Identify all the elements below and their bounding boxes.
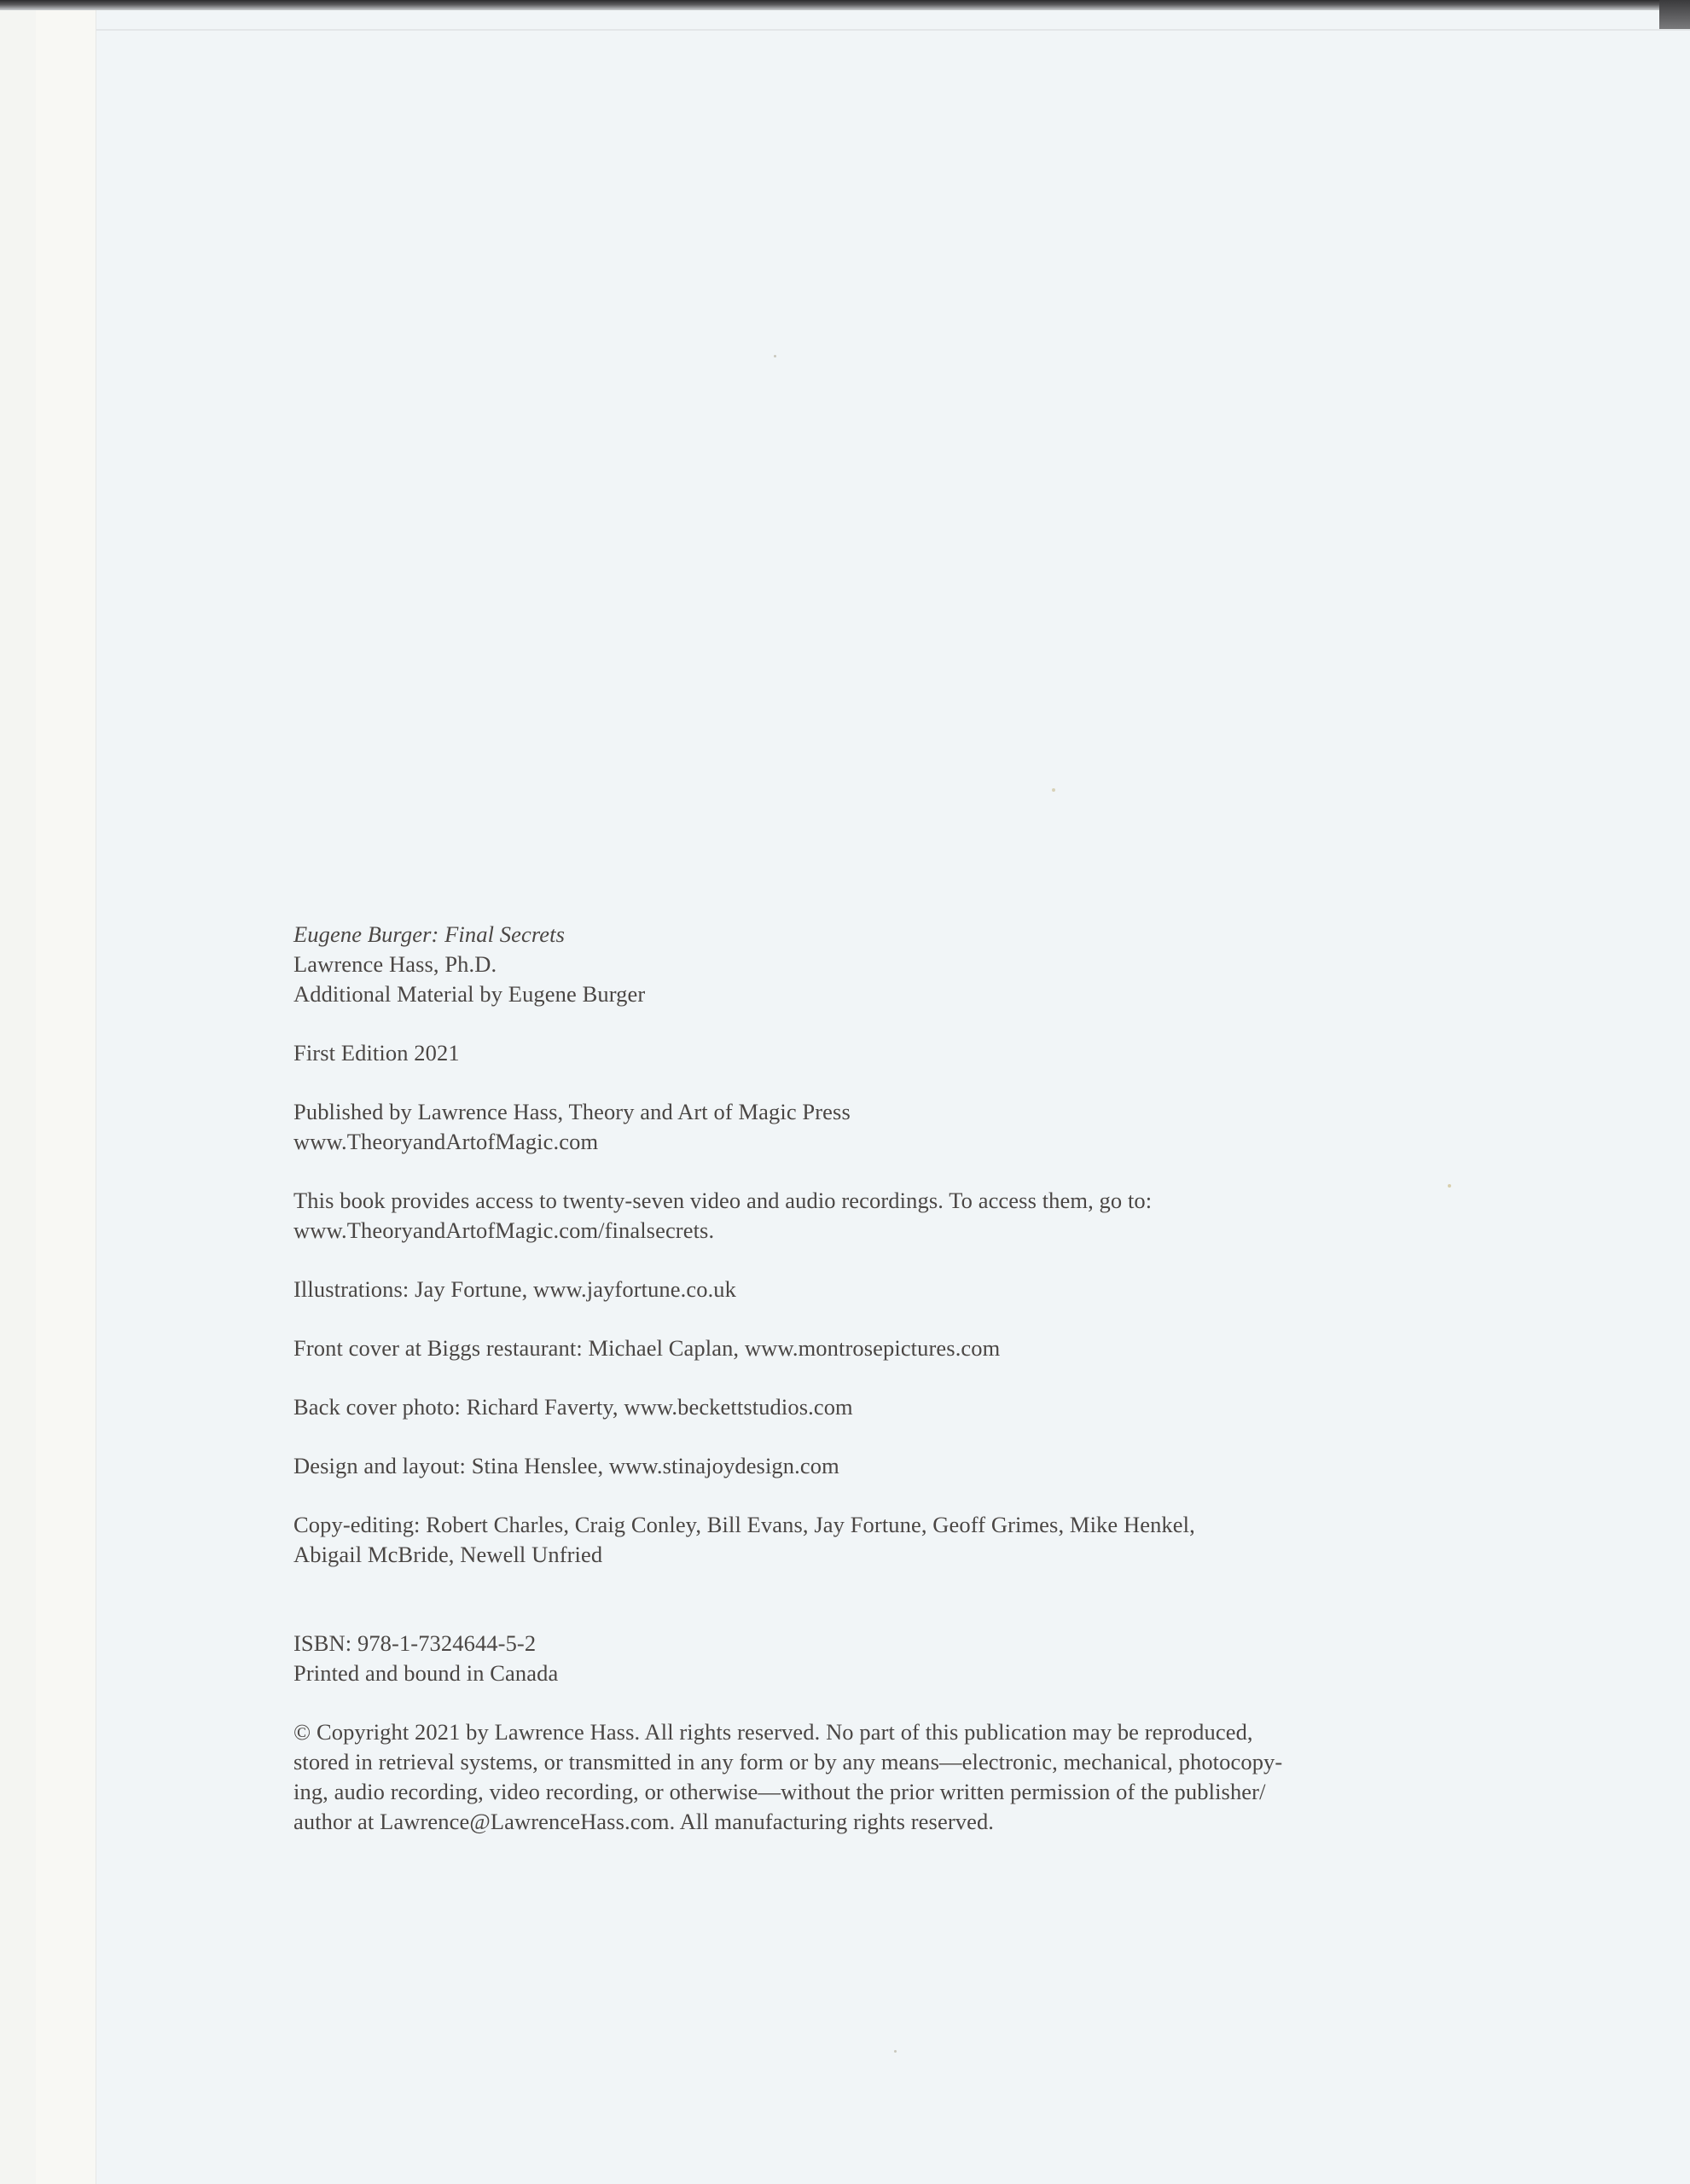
back-cover-credit: Back cover photo: Richard Faverty, www.beckettstudios.com	[293, 1394, 853, 1420]
copyright-line: author at Lawrence@LawrenceHass.com. All manufacturing rights reserved.	[293, 1809, 995, 1834]
illustrations-block	[293, 1275, 1437, 1304]
back-cover-block	[293, 1392, 1437, 1422]
printed-line: Printed and bound in Canada	[293, 1660, 559, 1686]
access-block	[293, 1186, 1437, 1246]
publisher-url: www.TheoryandArtofMagic.com	[293, 1129, 599, 1154]
paper-speck	[1448, 1184, 1451, 1188]
paper-speck	[1052, 788, 1055, 792]
copyright-line: ing, audio recording, video recording, or otherwise—without the prior written permission of the publisher/	[293, 1779, 1266, 1804]
isbn-block	[293, 1629, 1437, 1688]
copyright-notice	[293, 1717, 1437, 1837]
paper-speck	[894, 2050, 897, 2053]
copyright-page-text	[293, 920, 1437, 1866]
illustrations-credit: Illustrations: Jay Fortune, www.jayfortune.co.uk	[293, 1276, 737, 1302]
design-credit: Design and layout: Stina Henslee, www.stinajoydesign.com	[293, 1453, 839, 1478]
page-gutter	[36, 10, 96, 2184]
author-line: Lawrence Hass, Ph.D.	[293, 951, 497, 977]
book-title: Eugene Burger: Final Secrets	[293, 921, 566, 947]
scan-left-margin	[0, 10, 36, 2184]
copyediting-credit-line-2: Abigail McBride, Newell Unfried	[293, 1542, 603, 1567]
copyright-line: © Copyright 2021 by Lawrence Hass. All rights reserved. No part of this publication may be reproduced,	[293, 1719, 1253, 1745]
design-block	[293, 1451, 1437, 1481]
publisher-block	[293, 1097, 1437, 1157]
scan-corner-shadow	[1659, 0, 1690, 29]
copyediting-credit-line-1: Copy-editing: Robert Charles, Craig Conley, Bill Evans, Jay Fortune, Geoff Grimes, Mike Henkel,	[293, 1512, 1195, 1537]
copyright-line: stored in retrieval systems, or transmitted in any form or by any means—electronic, mechanical, photocopy-	[293, 1749, 1283, 1774]
access-url: www.TheoryandArtofMagic.com/finalsecrets.	[293, 1217, 715, 1243]
front-cover-credit: Front cover at Biggs restaurant: Michael Caplan, www.montrosepictures.com	[293, 1335, 1001, 1361]
edition-line: First Edition 2021	[293, 1040, 460, 1066]
title-block	[293, 920, 1437, 1009]
copyediting-block	[293, 1510, 1437, 1570]
paper-speck	[774, 355, 776, 357]
publisher-line: Published by Lawrence Hass, Theory and Art of Magic Press	[293, 1099, 851, 1124]
access-line: This book provides access to twenty-seven video and audio recordings. To access them, go to:	[293, 1188, 1153, 1213]
page-top-edge	[96, 29, 1690, 31]
scan-top-edge	[0, 0, 1690, 10]
isbn-line: ISBN: 978-1-7324644-5-2	[293, 1630, 537, 1656]
edition-block	[293, 1038, 1437, 1068]
front-cover-block	[293, 1333, 1437, 1363]
additional-material-line: Additional Material by Eugene Burger	[293, 981, 646, 1007]
